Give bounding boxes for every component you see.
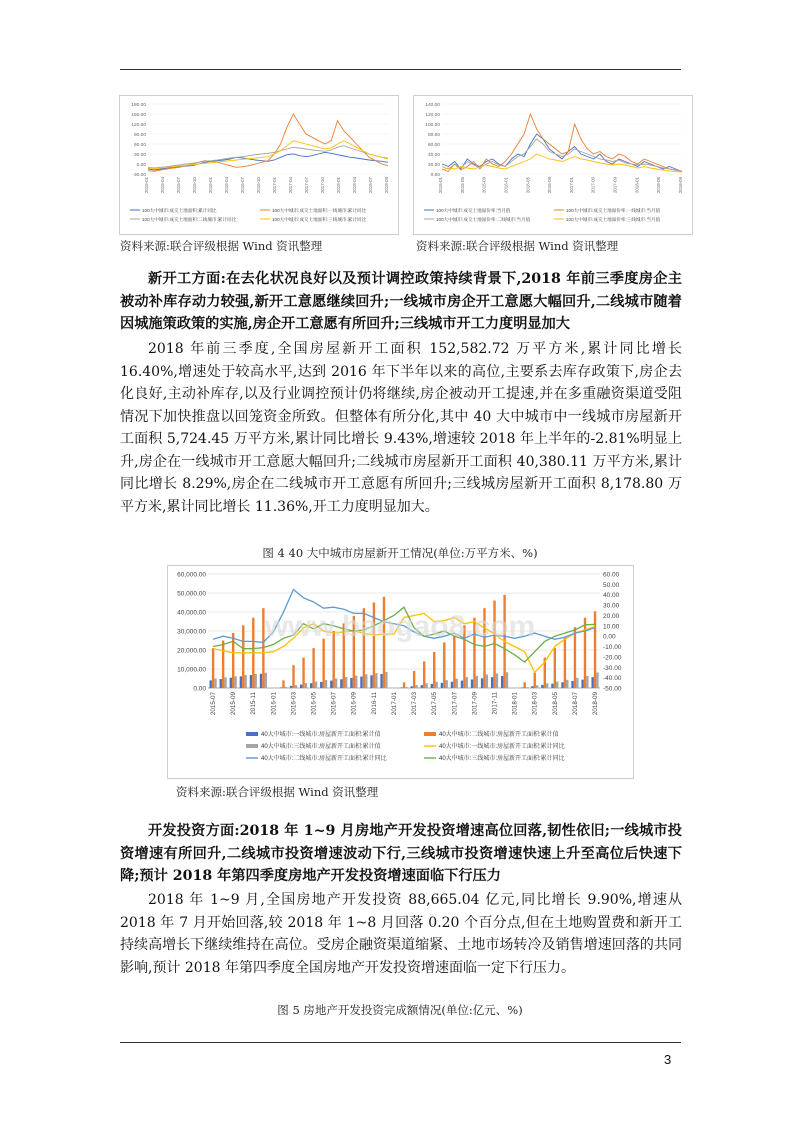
bar-1 — [431, 684, 433, 688]
y-tick-label: 60,000.00 — [177, 571, 206, 579]
legend-label: 100大中城市:成交土地溢价率:三线城市:当月值 — [566, 217, 661, 222]
bar-3 — [415, 685, 417, 688]
x-tick-label: 2016-05 — [525, 177, 531, 194]
bar-3 — [254, 674, 256, 688]
bar-3 — [315, 682, 317, 688]
paragraph-investment — [120, 889, 682, 979]
bar-3 — [244, 675, 246, 688]
land-premium-chart — [413, 95, 693, 235]
bar-1 — [350, 678, 352, 688]
x-tick-label: 2017-03 — [411, 692, 419, 716]
bar-1 — [531, 686, 533, 688]
x-tick-label: 2015-10 — [192, 177, 197, 194]
land-premium-chart-svg — [414, 96, 692, 234]
bar-3 — [214, 679, 216, 689]
bar-2 — [302, 658, 304, 688]
x-tick-label: 2018-07 — [368, 177, 373, 194]
bar-3 — [234, 676, 236, 688]
x-tick-label: 2017-01 — [390, 692, 398, 716]
bar-3 — [536, 685, 538, 688]
x-tick-label: 2017-11 — [491, 692, 499, 715]
bar-1 — [501, 676, 503, 688]
bar-3 — [556, 682, 558, 688]
bar-2 — [564, 637, 566, 688]
y-tick-label: 30.00 — [133, 153, 146, 158]
bar-1 — [260, 674, 262, 688]
legend-label: 40大中城市:三线城市:房屋新开工面积:累计值 — [261, 744, 381, 750]
bar-3 — [385, 672, 387, 688]
bar-2 — [312, 648, 314, 688]
x-tick-label: 2016-10 — [256, 177, 261, 194]
legend-swatch — [246, 744, 258, 748]
x-tick-label: 2015-04 — [160, 177, 165, 194]
line-series-2 — [442, 114, 682, 172]
bar-1 — [340, 679, 342, 688]
x-tick-label: 2016-11 — [370, 692, 378, 715]
legend-label: 40大中城市:三线城市:房屋新开工面积:累计同比 — [439, 756, 565, 762]
bar-2 — [423, 661, 425, 688]
bar-3 — [365, 674, 367, 688]
x-tick-label: 2017-10 — [320, 177, 325, 194]
bar-3 — [526, 687, 528, 688]
x-tick-label: 2018-01 — [511, 692, 519, 716]
bar-2 — [574, 627, 576, 688]
footer-rule — [120, 1042, 681, 1043]
x-tick-label: 2017-05 — [431, 692, 439, 716]
y-tick-label: 140.00 — [425, 103, 440, 108]
bar-3 — [375, 673, 377, 688]
x-tick-label: 2017-07 — [304, 177, 309, 194]
bar-3 — [224, 677, 226, 688]
x-tick-label: 2016-09 — [547, 177, 553, 194]
x-tick-label: 2018-01 — [634, 177, 640, 194]
bar-1 — [491, 677, 493, 688]
bar-2 — [403, 682, 405, 688]
y2-tick-label: 60.00 — [603, 571, 620, 579]
y-tick-label: 0.00 — [136, 163, 146, 168]
bar-3 — [425, 683, 427, 688]
bar-3 — [355, 676, 357, 688]
bar-3 — [295, 685, 297, 688]
x-tick-label: 2015-01 — [438, 177, 443, 194]
bar-1 — [240, 676, 242, 688]
paragraph-new-starts-text: 2018 年前三季度,全国房屋新开工面积 152,582.72 万平方米,累计同比增长 16.40%,增速处于较高水平,达到 2016 年下半年以来的高位,主要系去库存政策下,房企去化良好,主动补库存,以及行业调控预计仍将继续,房企被动开工提速,并在多重融资渠道受阻情况下加快推盘以回笼资金所致。但整体有所分化,其中 40 大中城市中一线城市房屋新开工面积 5,724.45 万平方米,累计同比增长 9.43%,增速较 2018 年上半年的-2.81%明显上升,房企在一线城市开工意愿大幅回升;二线城市房屋新开工面积 40,380.11 万平方米,累计同比增长 8.29%,房企在二线城市开工意愿有所回升;三线城房屋新开工面积 8,178.80 万平方米,累计同比增长 11.36%,开工力度明显加大。 — [120, 341, 682, 515]
x-tick-label: 2017-01 — [568, 177, 574, 194]
x-tick-label: 2018-01 — [336, 177, 341, 194]
bar-2 — [413, 671, 415, 688]
y2-tick-label: -30.00 — [603, 664, 622, 672]
paragraph-new-starts — [120, 338, 682, 518]
section-heading-investment: 开发投资方面:2018 年 1~9 月房地产开发投资增速高位回落,韧性依旧;一线城市投资增速有所回升,二线城市投资增速波动下行,三线城市投资增速快速上升至高位后快速下降;预计 2018 年第四季度房地产开发投资增速面临下行压力 — [120, 823, 682, 884]
x-tick-label: 2018-07 — [571, 692, 579, 716]
bar-2 — [534, 673, 536, 688]
bar-3 — [305, 683, 307, 688]
bar-1 — [591, 677, 593, 688]
x-tick-label: 2016-07 — [330, 692, 338, 716]
bar-1 — [471, 679, 473, 688]
line-series-1 — [442, 134, 682, 172]
bar-1 — [230, 678, 232, 688]
x-tick-label: 2016-01 — [270, 692, 278, 716]
x-tick-label: 2017-01 — [272, 177, 277, 194]
x-tick-label: 2018-09 — [384, 177, 389, 194]
x-tick-label: 2015-07 — [176, 177, 181, 194]
x-tick-label: 2015-07 — [210, 692, 218, 716]
bar-3 — [265, 673, 267, 688]
legend-label: 100大中城市:成交土地溢价率:二线城市:当月值 — [436, 217, 531, 222]
bar-2 — [594, 611, 596, 688]
bar-1 — [581, 680, 583, 688]
x-tick-label: 2016-09 — [350, 692, 358, 716]
bar-1 — [210, 680, 212, 688]
bar-3 — [285, 687, 287, 688]
bar-2 — [433, 652, 435, 688]
x-tick-label: 2015-09 — [481, 177, 487, 194]
y-tick-label: 120.00 — [131, 123, 146, 128]
y-tick-label: 40,000.00 — [177, 609, 206, 617]
y2-tick-label: -20.00 — [603, 654, 622, 662]
header-rule — [120, 69, 681, 70]
x-tick-label: 2016-07 — [240, 177, 245, 194]
x-tick-label: 2016-01 — [208, 177, 213, 194]
bar-1 — [441, 683, 443, 688]
new-starts-chart — [167, 565, 634, 779]
bar-3 — [576, 678, 578, 688]
x-tick-label: 2017-04 — [288, 177, 293, 194]
y2-tick-label: -10.00 — [603, 644, 622, 652]
legend-label: 40大中城市:二线城市:房屋新开工面积:累计值 — [439, 732, 559, 738]
bar-2 — [292, 665, 294, 688]
bar-1 — [571, 681, 573, 688]
y-tick-label: 40.00 — [427, 153, 440, 158]
figure-5-caption: 图 5 房地产开发投资完成额情况(单位:亿元、%) — [277, 1003, 523, 1017]
x-tick-label: 2016-05 — [310, 692, 318, 716]
y2-tick-label: 10.00 — [603, 623, 620, 631]
source-note-right: 资料来源:联合评级根据 Wind 资讯整理 — [416, 239, 619, 253]
y2-tick-label: -40.00 — [603, 675, 622, 683]
legend-swatch — [246, 732, 258, 736]
new-starts-chart-svg — [168, 566, 633, 778]
y-tick-label: 60.00 — [427, 143, 440, 148]
bar-3 — [486, 675, 488, 688]
legend-label: 100大中城市:成交土地面积:累计同比 — [142, 208, 217, 213]
legend-label: 100大中城市:成交土地面积:二线城市:累计同比 — [142, 217, 237, 222]
bar-1 — [290, 686, 292, 688]
x-tick-label: 2017-05 — [590, 177, 596, 194]
bar-3 — [405, 687, 407, 688]
x-tick-label: 2015-09 — [230, 692, 238, 716]
bar-1 — [451, 682, 453, 688]
bar-1 — [481, 678, 483, 688]
y-tick-label: 20.00 — [427, 163, 440, 168]
bar-2 — [212, 648, 214, 688]
y2-tick-label: -50.00 — [603, 685, 622, 693]
y-tick-label: 50,000.00 — [177, 590, 206, 598]
bar-3 — [496, 673, 498, 688]
bar-3 — [435, 682, 437, 688]
y-tick-label: 150.00 — [131, 113, 146, 118]
x-tick-label: 2015-11 — [250, 692, 258, 715]
y-tick-label: 20,000.00 — [177, 647, 206, 655]
bar-2 — [584, 618, 586, 688]
y2-tick-label: 0.00 — [603, 633, 616, 641]
bar-3 — [445, 680, 447, 688]
y-tick-label: 0.00 — [193, 685, 206, 693]
x-tick-label: 2018-09 — [678, 177, 683, 194]
bar-2 — [322, 639, 324, 688]
bar-1 — [310, 683, 312, 688]
legend-label: 100大中城市:成交土地溢价率:当月值 — [436, 208, 511, 213]
bar-1 — [250, 675, 252, 688]
figure-4-caption: 图 4 40 大中城市房屋新开工情况(单位:万平方米、%) — [262, 546, 538, 560]
bar-1 — [280, 687, 282, 688]
bar-2 — [282, 680, 284, 688]
x-tick-label: 2016-03 — [290, 692, 298, 716]
bar-1 — [300, 685, 302, 688]
bar-1 — [421, 685, 423, 688]
bar-1 — [411, 686, 413, 688]
x-tick-label: 2018-05 — [551, 692, 559, 716]
land-area-chart-svg — [120, 96, 398, 234]
land-area-chart — [119, 95, 399, 235]
bar-1 — [561, 682, 563, 688]
x-tick-label: 2017-09 — [471, 692, 479, 716]
source-note-left: 资料来源:联合评级根据 Wind 资讯整理 — [120, 239, 323, 253]
bar-2 — [222, 641, 224, 689]
legend-label: 40大中城市:一线城市:房屋新开工面积:累计值 — [261, 732, 381, 738]
bar-3 — [325, 680, 327, 688]
paragraph-investment-text: 2018 年 1~9 月,全国房地产开发投资 88,665.04 亿元,同比增长 9.90%,增速从 2018 年 7 月开始回落,较 2018 年 1~8 月回落 0.20 个百分点,但在土地购置费和新开工持续高增长下继续维持在高位。受房企融资渠道缩紧、土地市场转冷及销售增速回落的共同影响,预计 2018 年第四季度全国房地产开发投资增速面临一定下行压力。 — [120, 892, 682, 976]
legend-label: 40大中城市:一线城市:房屋新开工面积:累计同比 — [439, 744, 565, 750]
y-tick-label: 90.00 — [133, 133, 146, 138]
legend-label: 100大中城市:成交土地面积:一线城市:累计同比 — [272, 208, 367, 213]
bar-3 — [546, 683, 548, 688]
bar-1 — [320, 682, 322, 688]
y2-tick-label: 40.00 — [603, 592, 620, 600]
bar-3 — [506, 672, 508, 688]
bar-3 — [566, 680, 568, 688]
y2-tick-label: 30.00 — [603, 602, 620, 610]
y-tick-label: 80.00 — [427, 133, 440, 138]
x-tick-label: 2018-04 — [352, 177, 357, 194]
x-tick-label: 2018-09 — [591, 692, 599, 716]
bar-1 — [370, 675, 372, 688]
bar-2 — [443, 642, 445, 688]
bar-2 — [242, 625, 244, 688]
page-number: 3 — [664, 1052, 672, 1067]
legend-swatch — [424, 732, 436, 736]
y2-tick-label: 50.00 — [603, 581, 620, 589]
bar-2 — [554, 648, 556, 688]
y2-tick-label: 20.00 — [603, 612, 620, 620]
y-tick-label: -30.00 — [132, 173, 146, 178]
bar-1 — [400, 687, 402, 688]
bar-3 — [466, 677, 468, 688]
y-tick-label: 10,000.00 — [177, 666, 206, 674]
y-tick-label: 0.00 — [430, 173, 440, 178]
x-tick-label: 2015-05 — [459, 177, 465, 194]
bar-3 — [596, 672, 598, 688]
x-tick-label: 2018-03 — [531, 692, 539, 716]
legend-label: 100大中城市:成交土地溢价率:一线城市:当月值 — [566, 208, 661, 213]
y-tick-label: 60.00 — [133, 143, 146, 148]
watermark: www.baogao8.com — [264, 610, 536, 643]
bar-3 — [335, 679, 337, 689]
y-tick-label: 30,000.00 — [177, 628, 206, 636]
y-tick-label: 100.00 — [425, 123, 440, 128]
y-tick-label: 180.00 — [131, 103, 146, 108]
bar-1 — [360, 677, 362, 688]
bar-1 — [380, 674, 382, 688]
bar-1 — [551, 684, 553, 688]
bar-3 — [456, 679, 458, 688]
bar-1 — [220, 679, 222, 688]
y-tick-label: 120.00 — [425, 113, 440, 118]
bar-1 — [330, 681, 332, 688]
x-tick-label: 2016-04 — [224, 177, 229, 194]
bar-3 — [476, 676, 478, 688]
x-tick-label: 2017-09 — [612, 177, 618, 194]
section-heading-new-starts: 新开工方面:在去化状况良好以及预计调控政策持续背景下,2018 年前三季度房企主被动补库存动力较强,新开工意愿继续回升;一线城市房企开工意愿大幅回升,二线城市随着因城施策政策的实施,房企开工意愿有所回升;三线城市开工力度明显加大 — [120, 271, 682, 332]
line-series-2 — [148, 114, 388, 171]
x-tick-label: 2016-01 — [503, 177, 509, 194]
bar-1 — [461, 681, 463, 688]
x-tick-label: 2017-07 — [451, 692, 459, 716]
x-tick-label: 2015-01 — [144, 177, 149, 194]
legend-label: 100大中城市:成交土地面积:三线城市:累计同比 — [272, 217, 367, 222]
x-tick-label: 2018-05 — [656, 177, 662, 194]
bar-2 — [523, 682, 525, 688]
legend-label: 40大中城市:二线城市:房屋新开工面积:累计同比 — [261, 756, 387, 762]
figure-4-source: 资料来源:联合评级根据 Wind 资讯整理 — [176, 785, 379, 799]
bar-3 — [345, 677, 347, 688]
bar-3 — [586, 676, 588, 688]
bar-1 — [541, 685, 543, 688]
